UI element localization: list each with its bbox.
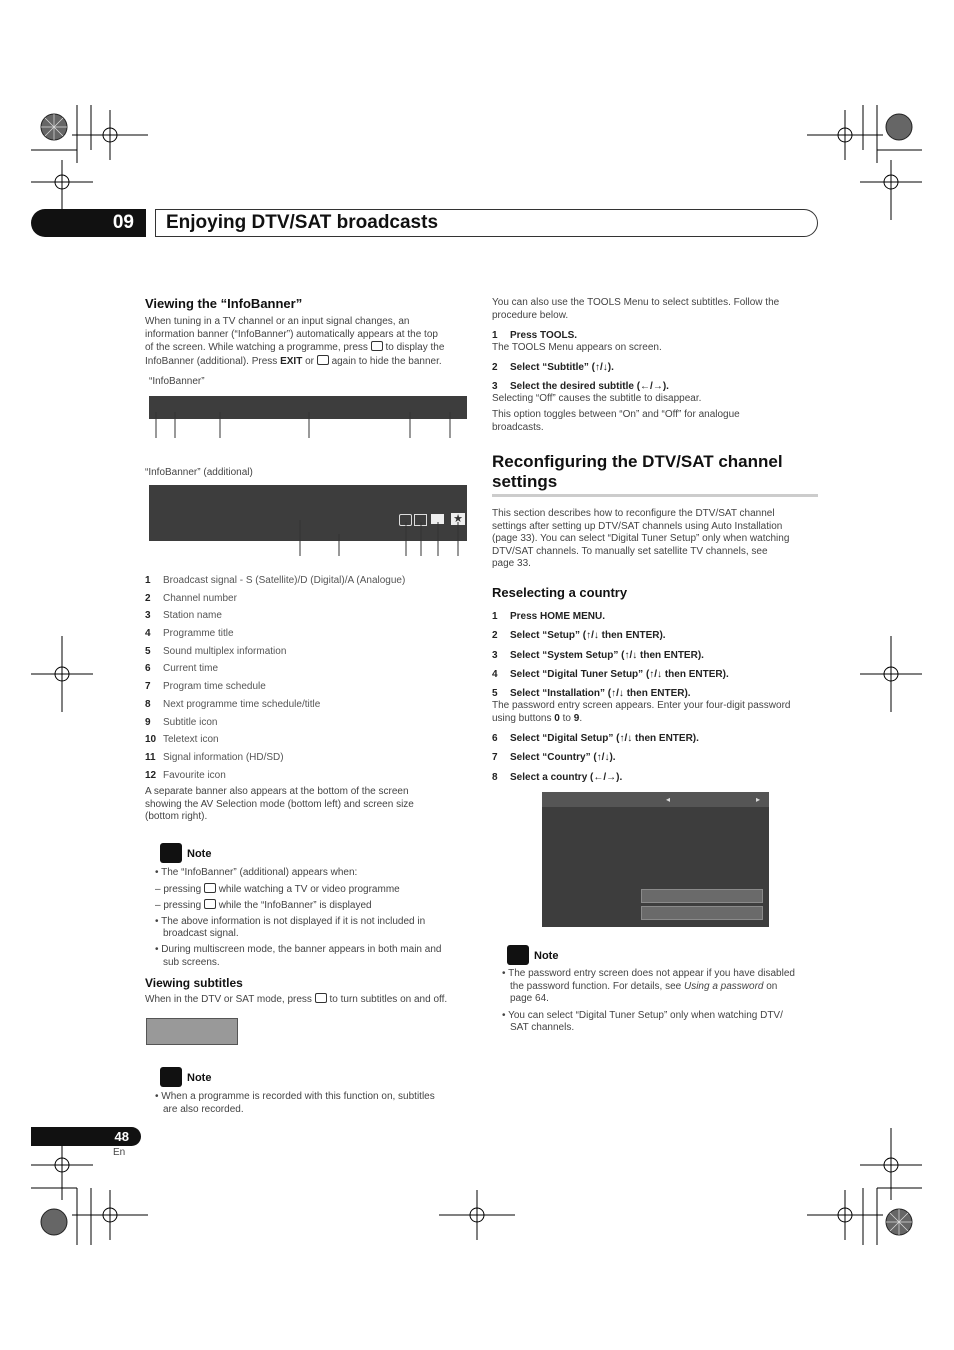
screen-option-bar <box>641 889 763 903</box>
tools-step-1-desc: The TOOLS Menu appears on screen. <box>492 342 662 353</box>
country-step-3: 3 Select “System Setup” (↑/↓ then ENTER). <box>492 650 704 661</box>
reconfigure-body: This section describes how to reconfigure the DTV/SAT channel settings after setting up DTV/SAT channels using Auto Installation (page 33). You can select “Digital Tuner Setup” only when watching DTV/SAT channels. To manually set satellite TV channels, see page 33. <box>492 508 790 570</box>
language-label: En <box>113 1147 126 1158</box>
note-pencil-icon <box>160 1067 182 1087</box>
note-label: Note <box>187 1072 212 1084</box>
list-item: 5 Sound multiplex information <box>145 645 287 657</box>
tools-step-3-desc: Selecting “Off” causes the subtitle to disappear. <box>492 393 702 404</box>
tools-step-1: 1 Press TOOLS. <box>492 330 578 341</box>
info-button-icon <box>317 355 329 365</box>
subtitles-heading: Viewing subtitles <box>145 976 243 990</box>
page-number: 48 <box>31 1127 141 1146</box>
subtitle-button-icon <box>315 993 327 1003</box>
list-item: 9 Subtitle icon <box>145 716 218 728</box>
infobanner-intro: When tuning in a TV channel or an input signal changes, an information banner (“InfoBanner”) automatically appears at the top of the screen. While watching a programme, press to display the InfoBanner (additional). Press EXIT or again to hide the banner. <box>145 316 445 367</box>
infobanner-item-list <box>145 575 405 787</box>
tools-toggle-note: This option toggles between “On” and “Off” for analogue broadcasts. <box>492 409 740 433</box>
info-button-icon <box>204 883 216 893</box>
tools-step-3: 3 Select the desired subtitle (←/→). <box>492 381 669 392</box>
list-item: 3 Station name <box>145 610 222 622</box>
favourite-icon: ★ <box>451 513 465 525</box>
list-item: 1 Broadcast signal - S (Satellite)/D (Digital)/A (Analogue) <box>145 575 406 586</box>
list-item: 8 Next programme time schedule/title <box>145 698 321 710</box>
digital-setup-screen-diagram <box>542 792 769 927</box>
infobanner-callouts <box>149 410 469 442</box>
tools-step-2: 2 Select “Subtitle” (↑/↓). <box>492 362 614 373</box>
subtitles-text: When in the DTV or SAT mode, press to turn subtitles on and off. <box>145 994 448 1005</box>
country-step-5-desc: The password entry screen appears. Enter your four-digit password using buttons 0 to 9. <box>492 700 791 724</box>
note-label: Note <box>187 848 212 860</box>
country-step-8: 8 Select a country (←/→). <box>492 772 623 783</box>
note3-body: • The password entry screen does not appear if you have disabled the password function. For details, see Using a password on page 64. • You can select “Digital Tuner Setup” only when watching DTV/ SAT channels. <box>502 968 795 1034</box>
separate-banner-text: A separate banner also appears at the bottom of the screen showing the AV Selection mode (bottom left) and screen size (bottom right). <box>145 786 414 823</box>
heading-rule <box>492 494 818 497</box>
reselect-country-heading: Reselecting a country <box>492 585 628 600</box>
list-item: 2 Channel number <box>145 592 237 604</box>
chapter-title: Enjoying DTV/SAT broadcasts <box>166 212 439 233</box>
note-label: Note <box>534 950 559 962</box>
subtitle-screen-diagram <box>146 1018 238 1045</box>
infobanner-heading: Viewing the “InfoBanner” <box>145 296 303 311</box>
list-item: 10 Teletext icon <box>145 734 219 746</box>
note-pencil-icon <box>507 945 529 965</box>
infobanner-additional-callouts <box>149 518 469 558</box>
list-item: 6 Current time <box>145 663 219 675</box>
country-step-7: 7 Select “Country” (↑/↓). <box>492 752 616 763</box>
note1-body: • The “InfoBanner” (additional) appears when: – pressing while watching a TV or video programme – pressing while the “InfoBanner” is displayed • The above information is not displayed if it is not included in broadcast signal. • During multiscreen mode, the banner appears in both main and sub screens. <box>155 867 442 968</box>
country-step-6: 6 Select “Digital Setup” (↑/↓ then ENTER). <box>492 733 699 744</box>
screen-header-bar <box>542 792 769 807</box>
note2-body: • When a programme is recorded with this function on, subtitles are also recorded. <box>155 1091 435 1115</box>
country-step-1: 1 Press HOME MENU. <box>492 611 606 622</box>
list-item: 4 Programme title <box>145 628 234 640</box>
arrow-icon: ▸ <box>756 795 761 804</box>
tools-intro: You can also use the TOOLS Menu to select subtitles. Follow the procedure below. <box>492 297 780 321</box>
reconfigure-heading: Reconfiguring the DTV/SAT channel settings <box>492 452 783 491</box>
country-step-5: 5 Select “Installation” (↑/↓ then ENTER). <box>492 688 691 699</box>
list-item: 12 Favourite icon <box>145 769 226 781</box>
arrow-icon: ◂ <box>666 795 671 804</box>
list-item: 7 Program time schedule <box>145 681 266 693</box>
chapter-number: 09 <box>31 209 146 237</box>
infobanner-label: “InfoBanner” <box>149 376 205 387</box>
info-button-icon <box>204 899 216 909</box>
country-step-4: 4 Select “Digital Tuner Setup” (↑/↓ then ENTER). <box>492 669 729 680</box>
country-step-2: 2 Select “Setup” (↑/↓ then ENTER). <box>492 630 666 641</box>
info-button-icon <box>371 341 383 351</box>
infobanner-additional-label: “InfoBanner” (additional) <box>145 467 253 478</box>
note-pencil-icon <box>160 843 182 863</box>
list-item: 11 Signal information (HD/SD) <box>145 751 284 763</box>
screen-option-bar <box>641 906 763 920</box>
